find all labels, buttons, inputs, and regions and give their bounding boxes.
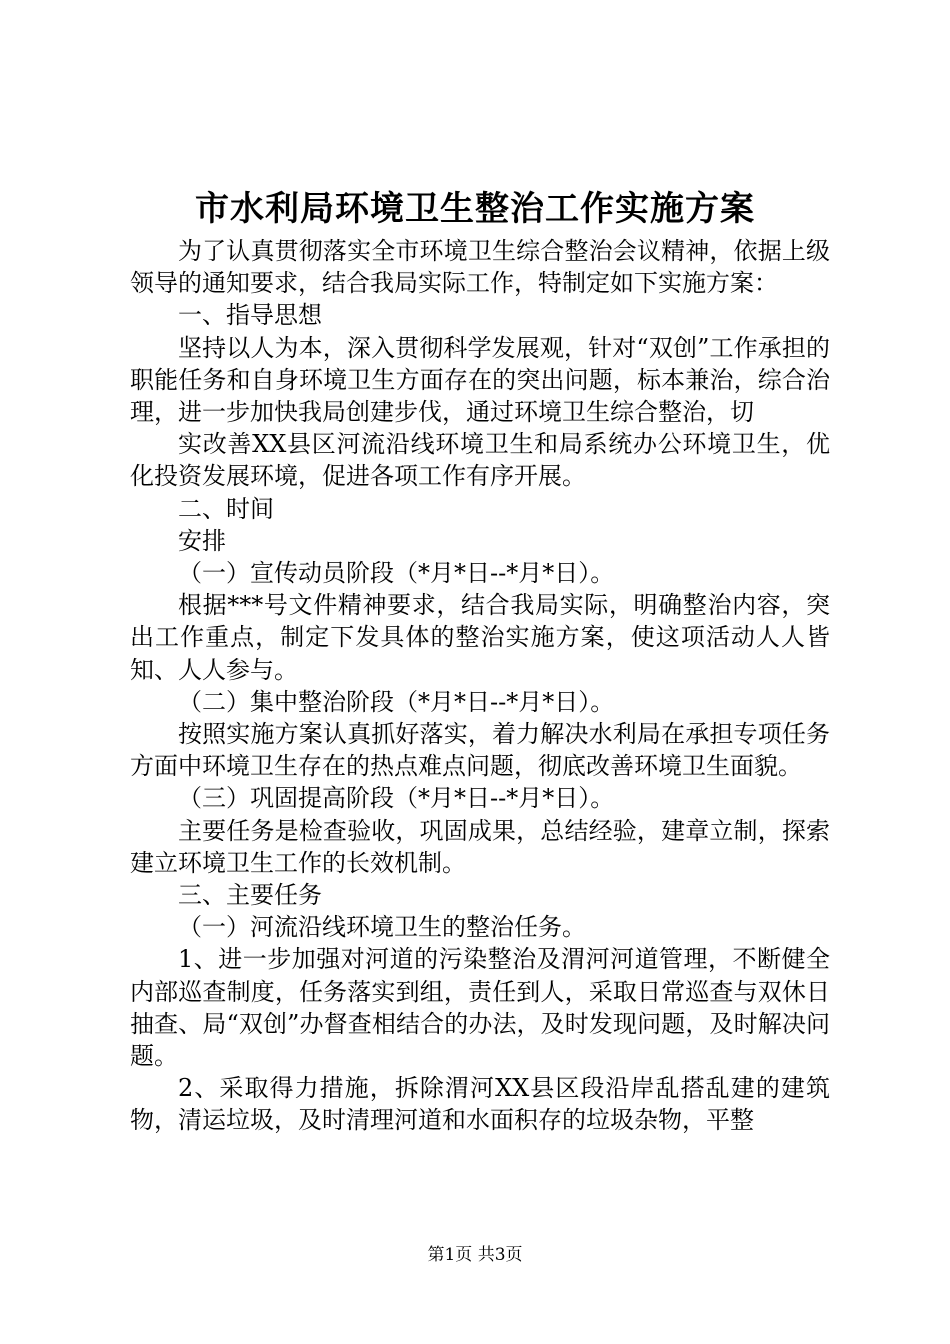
heading-time: 二、时间 [178,494,274,523]
subheading-stage-1: （一）宣传动员阶段（*月*日--*月*日）。 [178,559,615,588]
paragraph-stage-3: 主要任务是检查验收，巩固成果，总结经验，建章立制，探索建立环境卫生工作的长效机制。 [130,816,830,877]
paragraph-guiding-ideology-cont: 实改善XX县区河流沿线环境卫生和局系统办公环境卫生，优化投资发展环境，促进各项工作有序开展。 [130,430,830,491]
paragraph-intro: 为了认真贯彻落实全市环境卫生综合整治会议精神，依据上级领导的通知要求，结合我局实际工作，特制定如下实施方案： [130,237,830,298]
heading-guiding-ideology: 一、指导思想 [178,301,322,330]
page-number-footer: 第1页 共3页 [427,1245,523,1265]
subheading-stage-2: （二）集中整治阶段（*月*日--*月*日）。 [178,687,615,716]
paragraph-stage-1: 根据***号文件精神要求，结合我局实际，明确整治内容，突出工作重点，制定下发具体的整治实施方案，使这项活动人人皆知、人人参与。 [130,591,830,684]
heading-main-tasks: 三、主要任务 [178,881,322,910]
paragraph-stage-2: 按照实施方案认真抓好落实，着力解决水利局在承担专项任务方面中环境卫生存在的热点难点问题，彻底改善环境卫生面貌。 [130,720,830,781]
document-body [130,235,830,1137]
paragraph-task-2: 2、采取得力措施，拆除渭河XX县区段沿岸乱搭乱建的建筑物，清运垃圾，及时清理河道和水面积存的垃圾杂物，平整 [130,1074,830,1135]
paragraph-guiding-ideology: 坚持以人为本，深入贯彻科学发展观，针对“双创”工作承担的职能任务和自身环境卫生方面存在的突出问题，标本兼治，综合治理，进一步加快我局创建步伐，通过环境卫生综合整治，切 [130,333,830,427]
paragraph-task-1: 1、进一步加强对河道的污染整治及渭河河道管理，不断健全内部巡查制度，任务落实到组，责任到人，采取日常巡查与双休日抽查、局“双创”办督查相结合的办法，及时发现问题，及时解决问题。 [130,945,830,1071]
subheading-stage-3: （三）巩固提高阶段（*月*日--*月*日）。 [178,784,615,813]
subheading-river-tasks: （一）河流沿线环境卫生的整治任务。 [178,913,586,942]
heading-time-cont: 安排 [178,526,226,555]
document-title: 市水利局环境卫生整治工作实施方案 [195,189,755,229]
